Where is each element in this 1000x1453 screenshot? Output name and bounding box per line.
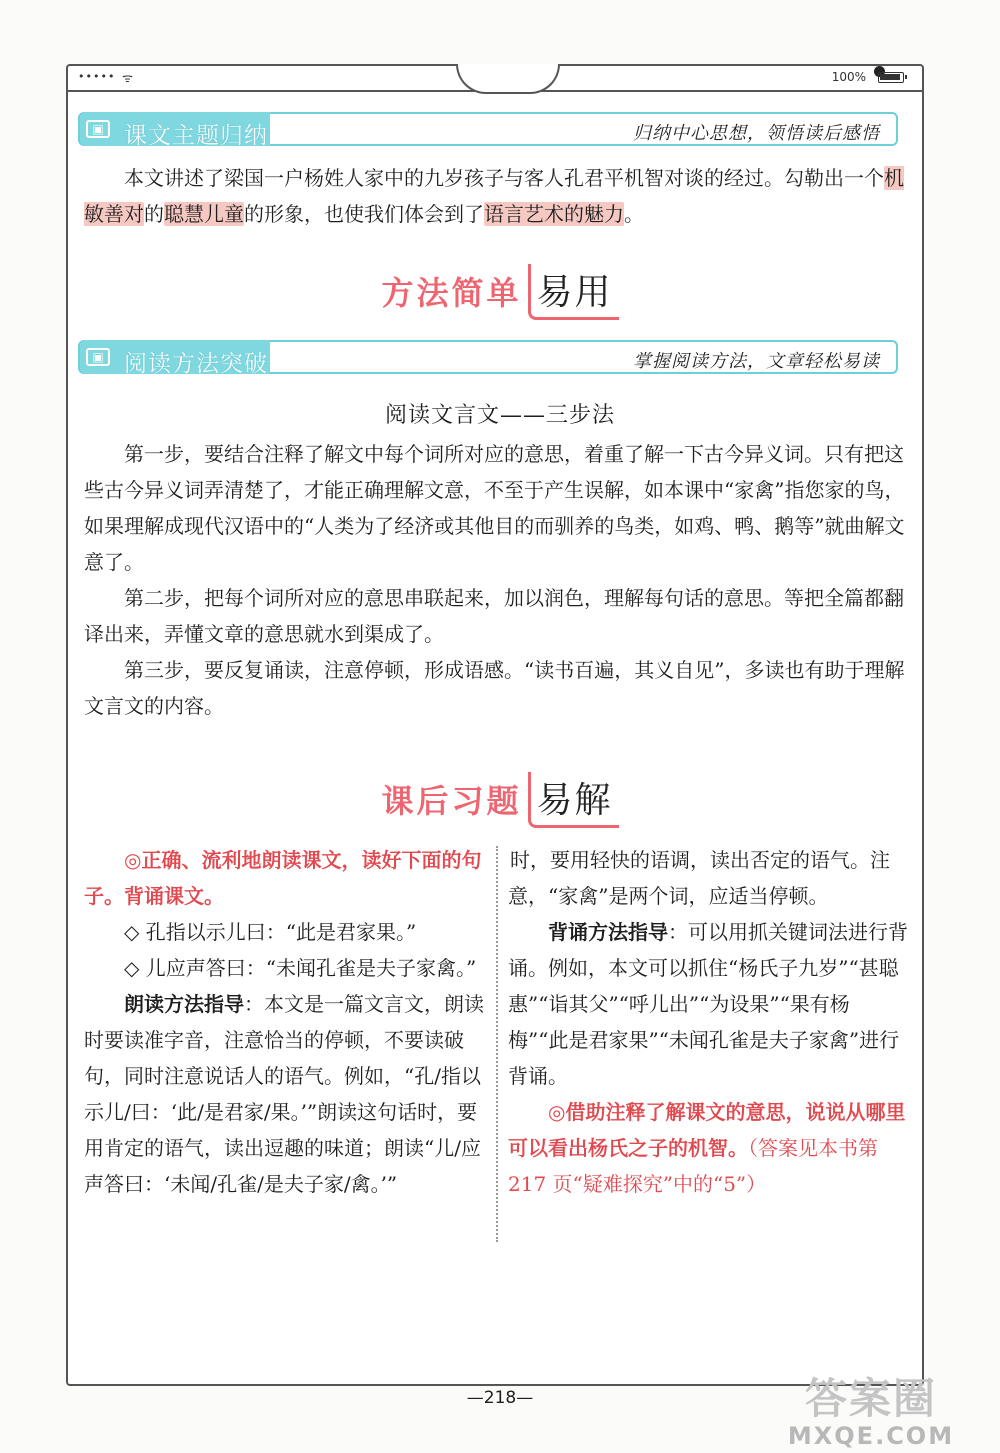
text-run: 的 [144,202,164,226]
guidance-text: ：本文是一篇文言文，朗读时要读准字音，注意恰当的停顿，不要读破句，同时注意说话人的语气。例如，“孔/指以示儿/曰：‘此/是君家/果。’”朗读这句话时，要用肯定的语气，读出逗趣的味道；朗读“儿/应声答曰：‘未闻/孔雀/是夫子家/禽。’” [84,992,484,1196]
heading-red-text: 方法简单 [381,274,522,312]
question-text: ◎借助注释了解课文的意思，说说从哪里可以看出杨氏之子的机智。 [508,1100,906,1160]
guidance-text: ：可以用抓关键词法进行背诵。例如，本文可以抓住“杨氏子九岁”“甚聪惠”“诣其父”“呼儿出”“为设果”“果有杨梅”“此是君家果”“未闻孔雀是夫子家禽”进行背诵。 [508,920,908,1088]
exercise-question: ◎正确、流利地朗读课文，读好下面的句子。背诵课文。 [84,848,482,908]
heading-red-text: 课后习题 [381,782,522,820]
reading-guidance [84,986,488,1202]
example-sentence: ◇ 孔指以示儿曰：“此是君家果。” [124,920,417,944]
step-paragraph: 第一步，要结合注释了解文中每个词所对应的意思，着重了解一下古今异义词。只有把这些古今异义词弄清楚了，才能正确理解文意，不至于产生误解，如本课中“家禽”指您家的鸟，如果理解成现代汉语中的“人类为了经济或其他目的而驯养的鸟类，如鸡、鸭、鹅等”就曲解文意了。 [84,442,905,574]
highlight: 机敏善对 [84,166,904,226]
section-title: 课文主题归纳 [124,123,268,149]
exercise-left-column [84,842,488,1202]
example-sentence: ◇ 儿应声答曰：“未闻孔雀是夫子家禽。” [124,956,477,980]
section-header-theme [78,112,898,149]
recite-guidance [508,914,908,1094]
heading-method [0,264,1000,320]
reading-guidance-continued: 时，要用轻快的语调，读出否定的语气。注意，“家禽”是两个词，应适当停顿。 [508,848,890,908]
status-bar [68,66,922,92]
text-run: 的形象，也使我们体会到了 [244,202,484,226]
heading-boxed-text: 易解 [528,772,619,828]
highlight: 聪慧儿童 [164,202,244,226]
answer-reference: （答案见本书第 217 页“疑难探究”中的“5”） [508,1136,878,1196]
exercise-question [508,1094,908,1202]
theme-paragraph [84,160,906,232]
watermark-logo [746,1375,996,1451]
page-number: —218— [466,1388,534,1408]
wifi-icon: ᯤ [122,71,133,85]
section-subtitle: 归纳中心思想，领悟读后感悟 [633,123,880,144]
guidance-label: 背诵方法指导 [548,920,668,944]
section-header-reading [78,340,898,377]
highlight: 语言艺术的魅力 [484,202,624,226]
signal-icon: ••••• [78,70,116,83]
text-run: 本文讲述了梁国一户杨姓人家中的九岁孩子与客人孔君平机智对谈的经过。勾勒出一个 [124,166,884,190]
step-paragraph: 第二步，把每个词所对应的意思串联起来，加以润色，理解每句话的意思。等把全篇都翻译出来，弄懂文章的意思就水到渠成了。 [84,586,904,646]
watermark-url: MXQE.COM [787,1422,955,1450]
text-run: 。 [624,202,644,226]
section-icon: ▣ [86,120,110,138]
battery-icon [878,72,904,83]
column-divider [496,846,498,1242]
section-subtitle: 掌握阅读方法，文章轻松易读 [633,351,880,372]
guidance-label: 朗读方法指导 [124,992,244,1016]
heading-exercises [0,772,1000,828]
section-icon: ▣ [86,348,110,366]
exercise-right-column [508,842,908,1202]
step-paragraph: 第三步，要反复诵读，注意停顿，形成语感。“读书百遍，其义自见”，多读也有助于理解文言文的内容。 [84,658,905,718]
tablet-notch [456,64,560,94]
heading-boxed-text: 易用 [528,264,619,320]
section-title: 阅读方法突破 [124,351,268,377]
battery-percent: 100% [831,70,866,84]
reading-method-title: 阅读文言文——三步法 [384,403,615,428]
watermark-text: 答案圈 [804,1374,937,1423]
